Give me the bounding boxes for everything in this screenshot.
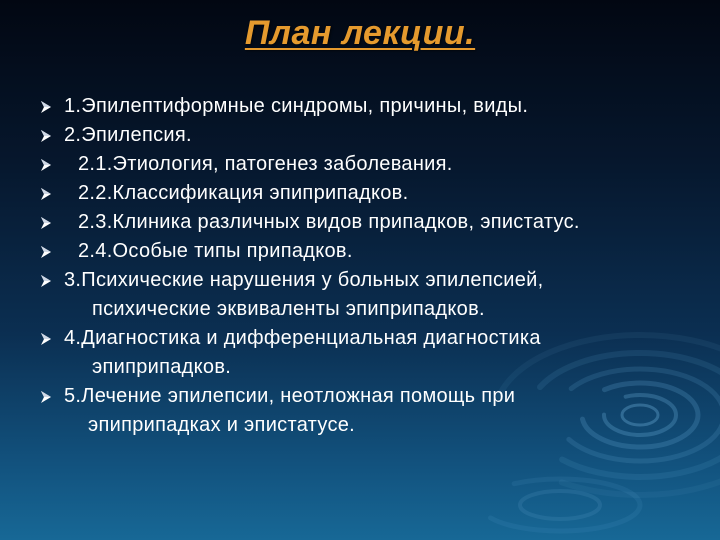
list-item-text: 1.Эпилептиформные синдромы, причины, виды. [64,95,529,117]
list-item-continuation: эпиприпадков. [92,356,232,378]
list-item [0,382,720,411]
list-item-continuation: эпиприпадках и эпистатусе. [88,414,356,436]
list-item-text: 3.Психические нарушения у больных эпилепсией, [64,269,544,291]
list-item [0,324,720,353]
list-item-text: 4.Диагностика и дифференциальная диагностика [64,327,541,349]
lecture-plan-list [0,92,720,440]
arrowhead-bullet-icon [38,208,54,237]
list-item [0,179,720,208]
list-item [0,237,720,266]
list-item-text: 5.Лечение эпилепсии, неотложная помощь при [64,385,516,407]
list-item-text: 2.Эпилепсия. [64,124,192,146]
list-item-continuation: психические эквиваленты эпиприпадков. [92,298,485,320]
arrowhead-bullet-icon [38,237,54,266]
list-item-text: 2.4.Особые типы припадков. [78,240,353,262]
arrowhead-bullet-icon [38,324,54,353]
arrowhead-bullet-icon [38,382,54,411]
slide-title: План лекции. [244,14,476,52]
arrowhead-bullet-icon [38,266,54,295]
list-item-text: 2.1.Этиология, патогенез заболевания. [78,153,453,175]
list-item [0,266,720,295]
arrowhead-bullet-icon [38,179,54,208]
arrowhead-bullet-icon [38,121,54,150]
list-item [0,121,720,150]
list-item [0,208,720,237]
list-item-text: 2.2.Классификация эпиприпадков. [78,182,409,204]
list-item-text: 2.3.Клиника различных видов припадков, эпистатус. [78,211,580,233]
list-item [0,92,720,121]
arrowhead-bullet-icon [38,150,54,179]
list-item [0,150,720,179]
arrowhead-bullet-icon [38,92,54,121]
